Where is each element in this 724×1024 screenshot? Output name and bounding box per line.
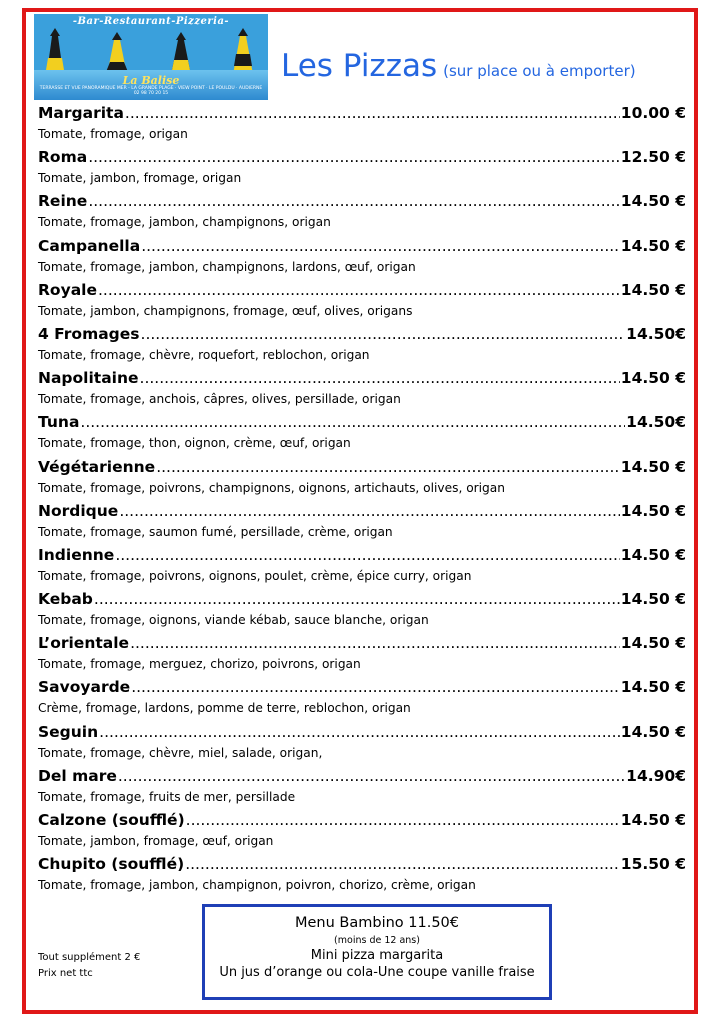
pizza-name: Napolitaine xyxy=(38,369,139,388)
menu-item-row xyxy=(38,100,686,126)
dot-leader xyxy=(94,586,620,612)
pizza-name: Reine xyxy=(38,192,88,211)
menu-item-row xyxy=(38,807,686,833)
pizza-price: 15.50 € xyxy=(620,855,686,874)
dot-leader xyxy=(156,454,620,480)
pizza-ingredients: Tomate, fromage, poivrons, champignons, oignons, artichauts, olives, origan xyxy=(38,480,505,495)
pizza-price: 14.50 € xyxy=(620,501,686,520)
dot-leader xyxy=(131,674,620,700)
pizza-name: Campanella xyxy=(38,236,141,255)
menu-item-row xyxy=(38,542,686,568)
pizza-price: 14.50 € xyxy=(620,722,686,741)
menu-item-row xyxy=(38,454,686,480)
menu-item-row xyxy=(38,851,686,877)
bambino-line-2: Un jus d’orange ou cola-Une coupe vanille fraise xyxy=(219,965,535,980)
pizza-name: Royale xyxy=(38,280,97,299)
menu-item xyxy=(38,233,686,277)
page-title xyxy=(281,48,636,84)
pizza-ingredients: Tomate, fromage, saumon fumé, persillade, crème, origan xyxy=(38,524,393,539)
menu-item xyxy=(38,365,686,409)
pizza-name: Seguin xyxy=(38,722,99,741)
menu-item xyxy=(38,188,686,232)
dot-leader xyxy=(98,277,620,303)
pizza-price: 14.50 € xyxy=(620,811,686,829)
pizza-price: 14.50 € xyxy=(620,280,686,299)
dot-leader xyxy=(140,365,620,391)
logo-subtitle: TERRASSE ET VUE PANORAMIQUE MER - LA GRANDE PLAGE · VIEW POINT · LE POULDU · AUDIERNE 02 98 70 20 15 xyxy=(39,86,263,96)
pizza-price: 14.50 € xyxy=(620,457,686,476)
menu-item xyxy=(38,586,686,630)
pizza-name: L’orientale xyxy=(38,634,130,653)
pizza-price: 14.50 € xyxy=(620,192,686,211)
menu-item-row xyxy=(38,498,686,524)
pizza-name: Del mare xyxy=(38,766,117,785)
pizza-ingredients: Tomate, fromage, thon, oignon, crème, œuf, origan xyxy=(38,436,351,451)
pizza-price: 14.90€ xyxy=(626,766,686,785)
menu-item xyxy=(38,851,686,895)
pizza-ingredients: Tomate, jambon, fromage, œuf, origan xyxy=(38,834,274,848)
menu-item xyxy=(38,542,686,586)
menu-item xyxy=(38,144,686,188)
menu-item-row xyxy=(38,144,686,170)
menu-item-row xyxy=(38,233,686,259)
dot-leader xyxy=(88,188,619,214)
menu-item xyxy=(38,807,686,851)
menu-bambino-box xyxy=(202,904,552,1000)
dot-leader xyxy=(88,144,620,170)
menu-item xyxy=(38,674,686,718)
pizza-ingredients: Tomate, fromage, jambon, champignon, poivron, chorizo, crème, origan xyxy=(38,878,476,893)
menu-item xyxy=(38,719,686,763)
dot-leader xyxy=(119,498,619,524)
pizza-ingredients: Tomate, fromage, poivrons, oignons, poulet, crème, épice curry, origan xyxy=(38,568,472,583)
menu-item-row xyxy=(38,277,686,303)
menu-item xyxy=(38,454,686,498)
menu-item-row xyxy=(38,674,686,700)
dot-leader xyxy=(125,100,620,126)
pizza-ingredients: Tomate, fromage, chèvre, miel, salade, origan, xyxy=(38,745,323,760)
pizza-name: Kebab xyxy=(38,590,93,609)
pizza-ingredients: Tomate, jambon, champignons, fromage, œuf, olives, origans xyxy=(38,303,413,318)
menu-item-row xyxy=(38,409,686,435)
pizza-ingredients: Tomate, fromage, anchois, câpres, olives, persillade, origan xyxy=(38,392,401,407)
menu-item-row xyxy=(38,365,686,391)
pizza-price: 14.50 € xyxy=(620,369,686,388)
title-sub: (sur place ou à emporter) xyxy=(443,62,636,80)
pizza-price: 14.50€ xyxy=(626,413,686,432)
dot-leader xyxy=(130,630,620,656)
dot-leader xyxy=(115,542,619,568)
menu-item xyxy=(38,630,686,674)
pizza-price: 14.50 € xyxy=(620,678,686,697)
supplement-note: Tout supplément 2 € xyxy=(38,952,141,963)
pizza-price: 12.50 € xyxy=(620,148,686,167)
pizza-name: Margarita xyxy=(38,104,124,122)
dot-leader xyxy=(141,321,626,347)
pizza-ingredients: Crème, fromage, lardons, pomme de terre, reblochon, origan xyxy=(38,701,411,716)
pizza-ingredients: Tomate, jambon, fromage, origan xyxy=(38,171,242,186)
price-notes xyxy=(38,950,140,982)
menu-item-row xyxy=(38,763,686,789)
pizza-ingredients: Tomate, fromage, merguez, chorizo, poivrons, origan xyxy=(38,657,361,672)
pizza-price: 14.50 € xyxy=(620,545,686,564)
menu-item-row xyxy=(38,719,686,745)
menu-item xyxy=(38,321,686,365)
pizza-price: 10.00 € xyxy=(620,104,686,122)
dot-leader xyxy=(185,851,620,877)
pizza-name: Nordique xyxy=(38,501,119,520)
title-main: Les Pizzas xyxy=(281,48,438,84)
menu-item xyxy=(38,100,686,144)
menu-item xyxy=(38,498,686,542)
pizza-name: Indienne xyxy=(38,545,115,564)
dot-leader xyxy=(186,807,620,833)
pizza-ingredients: Tomate, fromage, jambon, champignons, lardons, œuf, origan xyxy=(38,259,416,274)
pizza-name: Tuna xyxy=(38,413,80,432)
menu-item xyxy=(38,409,686,453)
menu-item-row xyxy=(38,321,686,347)
pizza-ingredients: Tomate, fromage, chèvre, roquefort, reblochon, origan xyxy=(38,347,370,362)
pizza-price: 14.50€ xyxy=(626,324,686,343)
pizza-name: Savoyarde xyxy=(38,678,131,697)
bambino-age: (moins de 12 ans) xyxy=(334,935,420,946)
pizza-name: Chupito (soufflé) xyxy=(38,855,185,874)
pizza-name: Végétarienne xyxy=(38,457,156,476)
pizza-ingredients: Tomate, fromage, origan xyxy=(38,127,188,141)
menu-item-row xyxy=(38,586,686,612)
pizza-price: 14.50 € xyxy=(620,590,686,609)
pizza-name: Calzone (soufflé) xyxy=(38,811,185,829)
pizza-price: 14.50 € xyxy=(620,634,686,653)
bambino-title: Menu Bambino 11.50€ xyxy=(294,915,460,931)
dot-leader xyxy=(141,233,620,259)
pizza-ingredients: Tomate, fromage, fruits de mer, persillade xyxy=(38,789,296,804)
restaurant-logo xyxy=(34,14,268,100)
menu-item xyxy=(38,277,686,321)
dot-leader xyxy=(80,409,625,435)
pizza-ingredients: Tomate, fromage, jambon, champignons, origan xyxy=(38,215,331,230)
pizza-name: Roma xyxy=(38,148,88,167)
pizza-ingredients: Tomate, fromage, oignons, viande kébab, sauce blanche, origan xyxy=(38,613,429,628)
logo-name: La Balise xyxy=(122,74,180,87)
pizza-price: 14.50 € xyxy=(620,236,686,255)
menu-item-row xyxy=(38,630,686,656)
pizza-name: 4 Fromages xyxy=(38,324,140,343)
prices-note: Prix net ttc xyxy=(38,968,93,979)
menu-item-row xyxy=(38,188,686,214)
pizza-menu xyxy=(38,100,686,895)
bambino-line-1: Mini pizza margarita xyxy=(310,948,444,963)
menu-item xyxy=(38,763,686,807)
dot-leader xyxy=(118,763,625,789)
dot-leader xyxy=(99,719,620,745)
logo-banner: -Bar-Restaurant-Pizzeria- xyxy=(72,16,230,27)
